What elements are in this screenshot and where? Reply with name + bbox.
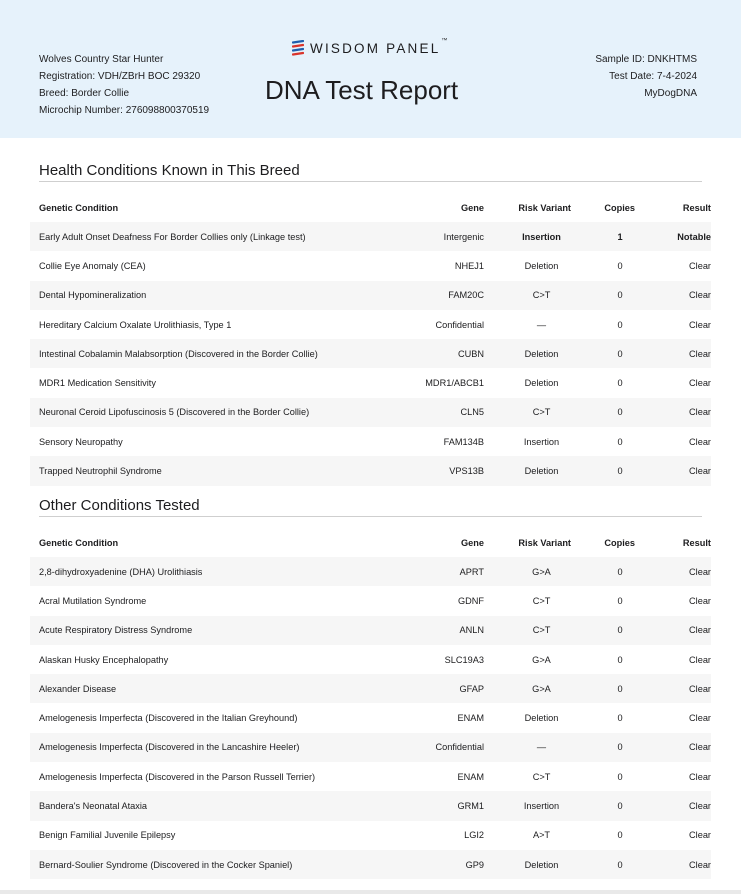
copies-cell-value: 0	[617, 654, 623, 665]
risk-variant-cell	[484, 398, 571, 427]
copies-cell	[571, 645, 635, 674]
copies-cell	[571, 733, 635, 762]
table-row	[30, 850, 711, 879]
table-row	[30, 616, 711, 645]
condition-cell: Trapped Neutrophil Syndrome	[30, 456, 369, 485]
result-cell: Clear	[635, 616, 711, 645]
result-cell: Clear	[635, 339, 711, 368]
copies-cell	[571, 791, 635, 820]
risk-variant-cell	[484, 339, 571, 368]
wisdom-panel-mark-icon	[292, 40, 304, 56]
result-cell: Clear	[689, 260, 711, 271]
result-cell: Clear	[689, 319, 711, 330]
result-cell: Clear	[635, 281, 711, 310]
copies-cell-value: 0	[617, 742, 623, 753]
wisdom-panel-logo	[292, 39, 450, 57]
risk-variant-cell-value: C>T	[532, 595, 551, 606]
condition-cell: Amelogenesis Imperfecta (Discovered in the Lancashire Heeler)	[30, 733, 369, 762]
condition-cell: Amelogenesis Imperfecta (Discovered in the Parson Russell Terrier)	[39, 771, 316, 782]
risk-variant-cell	[484, 850, 571, 879]
gene-cell: NHEJ1	[454, 260, 484, 271]
registration: Registration: VDH/ZBrH BOC 29320	[39, 71, 201, 82]
risk-variant-cell	[484, 645, 571, 674]
gene-cell: Confidential	[435, 319, 484, 330]
column-header-condition: Genetic Condition	[39, 537, 119, 548]
risk-variant-cell	[484, 251, 571, 280]
result-cell: Clear	[635, 733, 711, 762]
source: MyDogDNA	[644, 88, 697, 99]
column-header-gene: Gene	[461, 537, 484, 548]
copies-cell	[571, 368, 635, 397]
result-cell: Notable	[635, 222, 711, 251]
risk-variant-cell-value: Deletion	[524, 348, 559, 359]
risk-variant-cell-value: G>A	[532, 683, 551, 694]
table-row	[30, 398, 711, 427]
condition-cell: Bandera's Neonatal Ataxia	[30, 791, 369, 820]
risk-variant-cell	[484, 557, 571, 586]
report-title: DNA Test Report	[265, 75, 459, 105]
risk-variant-cell-value: C>T	[532, 407, 551, 418]
breed-conditions-title: Health Conditions Known in This Breed	[39, 162, 300, 179]
other-conditions-title: Other Conditions Tested	[39, 497, 200, 514]
breed-conditions-table	[30, 193, 711, 486]
condition-cell: Amelogenesis Imperfecta (Discovered in the Italian Greyhound)	[39, 713, 298, 724]
result-cell: Clear	[635, 674, 711, 703]
table-row	[30, 703, 711, 732]
table-row	[30, 821, 711, 850]
table-row	[30, 251, 711, 280]
section-divider	[39, 516, 702, 517]
risk-variant-cell-value: —	[536, 319, 547, 330]
table-row	[30, 456, 711, 485]
result-cell: Clear	[635, 456, 711, 485]
copies-cell-value: 0	[617, 801, 623, 812]
table-row	[30, 281, 711, 310]
risk-variant-cell-value: G>A	[532, 566, 551, 577]
condition-cell: Bernard-Soulier Syndrome (Discovered in the Cocker Spaniel)	[30, 850, 369, 879]
table-row	[30, 222, 711, 251]
risk-variant-cell	[484, 368, 571, 397]
condition-cell: Alexander Disease	[30, 674, 369, 703]
copies-cell-value: 0	[617, 595, 623, 606]
report-header	[0, 0, 741, 138]
column-header-copies: Copies	[604, 202, 635, 213]
section-divider	[39, 181, 702, 182]
condition-cell: Acute Respiratory Distress Syndrome	[30, 616, 369, 645]
copies-cell	[571, 674, 635, 703]
condition-cell: Alaskan Husky Encephalopathy	[39, 654, 169, 665]
result-cell: Clear	[635, 398, 711, 427]
gene-cell: ENAM	[457, 713, 484, 724]
other-conditions-table	[30, 528, 711, 879]
table-row	[30, 791, 711, 820]
copies-cell	[571, 586, 635, 615]
gene-cell: Confidential	[369, 733, 484, 762]
condition-cell: Intestinal Cobalamin Malabsorption (Discovered in the Border Collie)	[30, 339, 369, 368]
logo-text: WISDOM PANEL™	[310, 37, 450, 56]
risk-variant-cell-value: Insertion	[522, 231, 561, 242]
copies-cell	[571, 427, 635, 456]
breed: Breed: Border Collie	[39, 88, 130, 99]
table-row	[30, 368, 711, 397]
copies-cell	[571, 557, 635, 586]
risk-variant-cell-value: Deletion	[524, 713, 559, 724]
condition-cell: Acral Mutilation Syndrome	[39, 595, 147, 606]
risk-variant-cell-value: C>T	[532, 771, 551, 782]
risk-variant-cell	[484, 616, 571, 645]
gene-cell: GDNF	[457, 595, 484, 606]
table-row	[30, 762, 711, 791]
table-row	[30, 645, 711, 674]
result-cell: Clear	[689, 595, 711, 606]
table-row	[30, 557, 711, 586]
copies-cell	[571, 616, 635, 645]
condition-cell: Sensory Neuropathy	[39, 436, 123, 447]
risk-variant-cell-value: Deletion	[524, 378, 559, 389]
risk-variant-cell	[484, 456, 571, 485]
copies-cell-value: 0	[617, 436, 623, 447]
table-row	[30, 586, 711, 615]
risk-variant-cell-value: G>A	[532, 654, 551, 665]
table-header-row	[30, 528, 711, 557]
risk-variant-cell	[484, 674, 571, 703]
risk-variant-cell	[484, 703, 571, 732]
column-header-result: Result	[682, 537, 711, 548]
gene-cell: FAM20C	[369, 281, 484, 310]
risk-variant-cell-value: —	[536, 742, 547, 753]
sample-info	[595, 51, 697, 102]
column-header-result: Result	[682, 202, 711, 213]
copies-cell	[571, 281, 635, 310]
microchip-number: Microchip Number: 276098800370519	[39, 105, 210, 116]
condition-cell: Neuronal Ceroid Lipofuscinosis 5 (Discovered in the Border Collie)	[30, 398, 369, 427]
condition-cell: Early Adult Onset Deafness For Border Collies only (Linkage test)	[30, 222, 369, 251]
risk-variant-cell-value: C>T	[532, 625, 551, 636]
copies-cell-value: 0	[617, 378, 623, 389]
gene-cell: Intergenic	[369, 222, 484, 251]
result-cell: Clear	[689, 436, 711, 447]
copies-cell-value: 0	[617, 348, 623, 359]
copies-cell-value: 0	[617, 290, 623, 301]
result-cell: Clear	[635, 850, 711, 879]
table-row	[30, 674, 711, 703]
risk-variant-cell	[484, 586, 571, 615]
risk-variant-cell	[484, 762, 571, 791]
table-row	[30, 339, 711, 368]
copies-cell-value: 0	[617, 625, 623, 636]
condition-cell: 2,8-dihydroxyadenine (DHA) Urolithiasis	[30, 557, 369, 586]
gene-cell: GRM1	[369, 791, 484, 820]
sample-id: Sample ID: DNKHTMS	[595, 54, 697, 65]
column-header-gene: Gene	[461, 202, 484, 213]
dog-info	[39, 51, 209, 119]
gene-cell: APRT	[369, 557, 484, 586]
risk-variant-cell	[484, 222, 571, 251]
condition-cell: Hereditary Calcium Oxalate Urolithiasis, Type 1	[39, 319, 232, 330]
gene-cell: MDR1/ABCB1	[425, 378, 484, 389]
copies-cell	[571, 703, 635, 732]
table-row	[30, 427, 711, 456]
risk-variant-cell	[484, 281, 571, 310]
column-header-copies: Copies	[604, 537, 635, 548]
copies-cell	[571, 821, 635, 850]
result-cell: Clear	[689, 654, 711, 665]
gene-cell: VPS13B	[369, 456, 484, 485]
column-header-risk-variant: Risk Variant	[518, 537, 571, 548]
dog-name: Wolves Country Star Hunter	[39, 54, 164, 65]
risk-variant-cell	[484, 791, 571, 820]
risk-variant-cell-value: Deletion	[524, 859, 559, 870]
table-row	[30, 733, 711, 762]
risk-variant-cell-value: Insertion	[523, 801, 560, 812]
copies-cell	[571, 251, 635, 280]
copies-cell	[571, 456, 635, 485]
column-header-risk-variant: Risk Variant	[518, 202, 571, 213]
gene-cell: ANLN	[369, 616, 484, 645]
gene-cell: CLN5	[369, 398, 484, 427]
gene-cell: GP9	[369, 850, 484, 879]
copies-cell-value: 0	[617, 566, 623, 577]
table-row	[30, 310, 711, 339]
gene-cell: GFAP	[369, 674, 484, 703]
risk-variant-cell	[484, 733, 571, 762]
condition-cell: MDR1 Medication Sensitivity	[39, 378, 156, 389]
copies-cell-value: 0	[617, 830, 623, 841]
risk-variant-cell-value: A>T	[532, 830, 551, 841]
copies-cell	[571, 310, 635, 339]
result-cell: Clear	[635, 791, 711, 820]
copies-cell-value: 1	[617, 231, 623, 242]
gene-cell: LGI2	[464, 830, 484, 841]
condition-cell: Collie Eye Anomaly (CEA)	[39, 260, 146, 271]
copies-cell-value: 0	[617, 466, 623, 477]
copies-cell-value: 0	[617, 713, 623, 724]
copies-cell	[571, 762, 635, 791]
trademark-symbol: ™	[441, 37, 450, 44]
table-header-row	[30, 193, 711, 222]
copies-cell-value: 0	[617, 407, 623, 418]
page-bottom-border	[0, 890, 741, 894]
condition-cell: Benign Familial Juvenile Epilepsy	[39, 830, 176, 841]
result-cell: Clear	[689, 771, 711, 782]
result-cell: Clear	[689, 378, 711, 389]
gene-cell: FAM134B	[443, 436, 484, 447]
copies-cell	[571, 398, 635, 427]
result-cell: Clear	[689, 830, 711, 841]
gene-cell: CUBN	[369, 339, 484, 368]
gene-cell: SLC19A3	[444, 654, 484, 665]
risk-variant-cell	[484, 427, 571, 456]
condition-cell: Dental Hypomineralization	[30, 281, 369, 310]
risk-variant-cell-value: Deletion	[524, 466, 559, 477]
copies-cell	[571, 222, 635, 251]
result-cell: Clear	[635, 557, 711, 586]
copies-cell	[571, 850, 635, 879]
column-header-condition: Genetic Condition	[39, 202, 119, 213]
gene-cell: ENAM	[457, 771, 484, 782]
risk-variant-cell-value: Insertion	[523, 436, 560, 447]
copies-cell-value: 0	[617, 683, 623, 694]
copies-cell-value: 0	[617, 319, 623, 330]
copies-cell-value: 0	[617, 260, 623, 271]
risk-variant-cell	[484, 821, 571, 850]
risk-variant-cell-value: Deletion	[524, 260, 559, 271]
copies-cell-value: 0	[617, 771, 623, 782]
test-date: Test Date: 7-4-2024	[609, 71, 697, 82]
risk-variant-cell	[484, 310, 571, 339]
copies-cell-value: 0	[617, 859, 623, 870]
risk-variant-cell-value: C>T	[532, 290, 551, 301]
copies-cell	[571, 339, 635, 368]
result-cell: Clear	[689, 713, 711, 724]
